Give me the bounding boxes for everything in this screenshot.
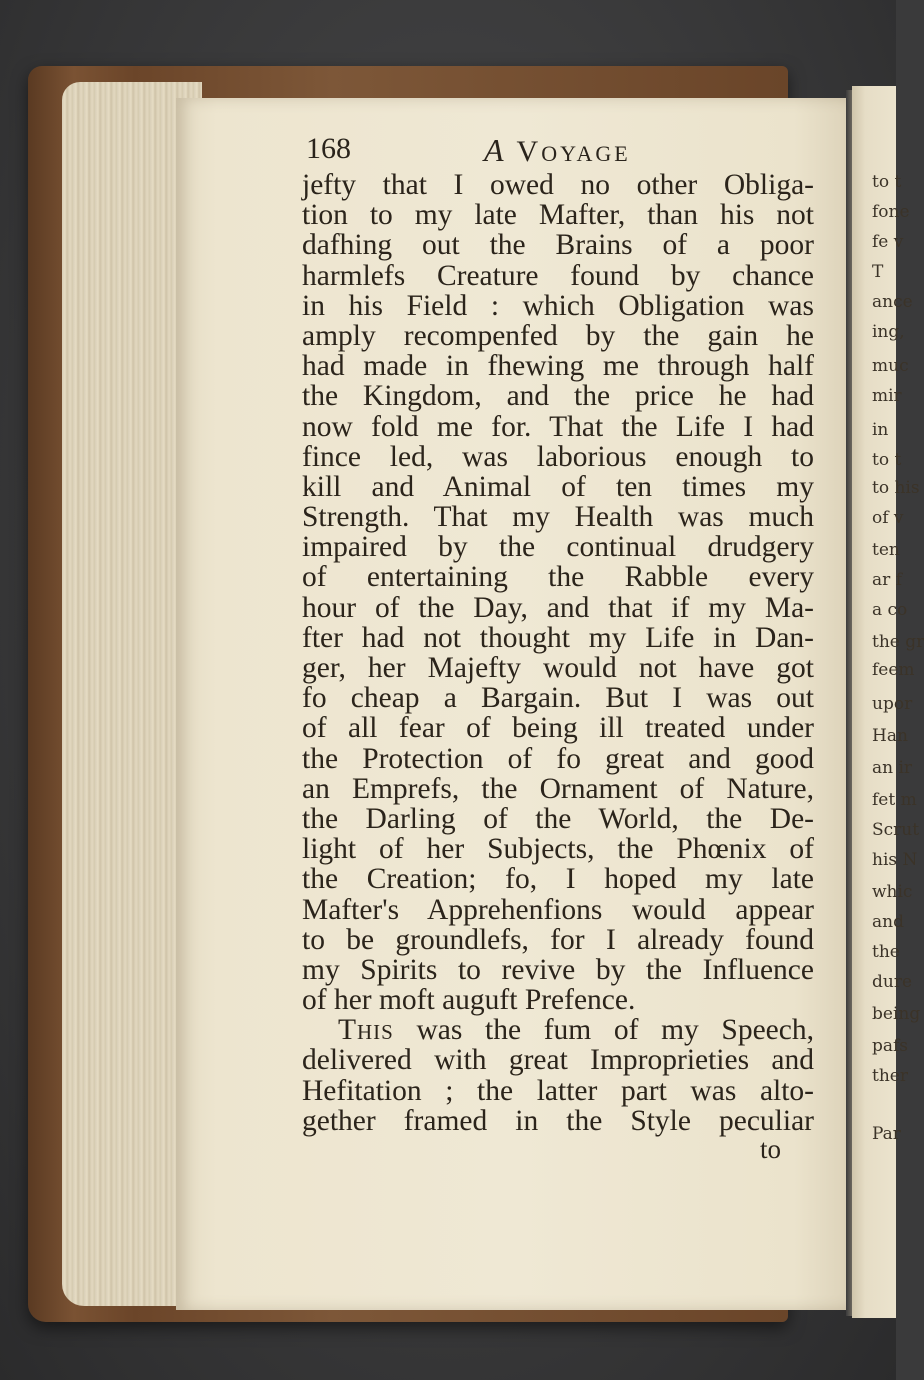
text-line: the Kingdom, and the price he had [302,380,814,413]
facing-page-fragment: of v [872,508,904,528]
text-line: Mafter's Apprehenfions would appear [302,893,814,926]
facing-page-fragment: pafs [872,1036,909,1056]
running-head [306,128,810,172]
facing-page-fragment: Par [872,1124,901,1144]
facing-page-fragment: feem [872,660,915,680]
text-line: dafhing out the Brains of a poor [302,229,814,262]
page-body [302,170,814,1136]
facing-page-fragment: to his [872,478,920,498]
facing-page-fragment: mir [872,386,902,406]
text-line: gether framed in the Style peculiar [302,1104,814,1137]
page-number: 168 [306,132,351,165]
facing-page-fragment: being [872,1004,921,1024]
facing-page-fragment: muc [872,356,909,376]
running-title-word: VOYAGE [516,135,631,168]
paragraph-start-line [302,1015,814,1045]
facing-page-fragment: to t [872,450,902,470]
facing-page-fragment: ten [872,540,900,560]
facing-page-fragment: Han [872,726,908,746]
text-line: of entertaining the Rabble every [302,561,814,594]
text-line: hour of the Day, and that if my Ma- [302,591,814,624]
facing-page-fragment: whic [872,882,913,902]
text-line: my Spirits to revive by the Influence [302,953,814,986]
text-line: the Creation; fo, I hoped my late [302,863,814,896]
facing-page-fragment: ing, [872,322,905,342]
text-line: light of her Subjects, the Phœnix of [302,833,814,866]
running-title-article: A [484,132,507,168]
facing-page-fragment: and [872,912,904,932]
facing-page-fragment: his N [872,850,918,870]
text-line: now fold me for. That the Life I had [302,410,814,443]
text-line: in his Field : which Obligation was [302,289,814,322]
facing-page-fragment: the gr [872,632,924,652]
paragraph-start-rest: was the fum of my Speech, [393,1014,814,1047]
facing-page-fragment: T [872,262,884,282]
facing-page-fragment: an ir [872,758,913,778]
running-title [484,132,631,169]
text-line: the Protection of fo great and good [302,742,814,775]
text-line: ger, her Majefty would not have got [302,652,814,684]
text-line: of all fear of being ill treated under [302,712,814,745]
facing-page [852,86,924,1318]
text-line: of her moft auguft Prefence. [302,984,636,1017]
text-line: the Darling of the World, the De- [302,802,814,835]
facing-page-fragment: a co [872,600,908,620]
facing-page-fragment: fet m [872,790,917,810]
text-line: jefty that I owed no other Obliga- [302,169,814,201]
text-line: an Emprefs, the Ornament of Nature, [302,772,814,805]
facing-page-fragment: fone [872,202,910,222]
text-line: impaired by the continual drudgery [302,531,814,564]
text-line: fo cheap a Bargain. But I was out [302,682,814,715]
facing-page-fragment: ance [872,292,913,312]
text-line: had made in fhewing me through half [302,350,814,383]
facing-page-fragment: dure [872,972,913,992]
text-line: kill and Animal of ten times my [302,470,814,503]
facing-page-fragment: to t [872,172,902,192]
text-line: harmlefs Creature found by chance [302,259,814,292]
facing-page-fragment: the [872,942,900,962]
text-line: to be groundlefs, for I already found [302,923,814,956]
catchword: to [760,1134,782,1164]
text-line: fince led, was laborious enough to [302,440,814,473]
facing-page-fragment: in [872,420,889,440]
facing-page-fragment: ar f [872,570,902,590]
text-line: Hefitation ; the latter part was alto- [302,1074,814,1107]
text-line: tion to my late Mafter, than his not [302,199,814,232]
text-line: delivered with great Improprieties and [302,1044,814,1077]
facing-page-fragment: ther [872,1066,908,1086]
facing-page-fragment: fe v [872,232,904,252]
text-line: amply recompenfed by the gain he [302,319,814,352]
facing-page-fragment: upor [872,694,913,714]
facing-page-fragment: Scrut [872,820,920,840]
text-line: Strength. That my Health was much [302,501,814,534]
text-line: fter had not thought my Life in Dan- [302,621,814,654]
paragraph-initial-word: This [338,1014,394,1047]
